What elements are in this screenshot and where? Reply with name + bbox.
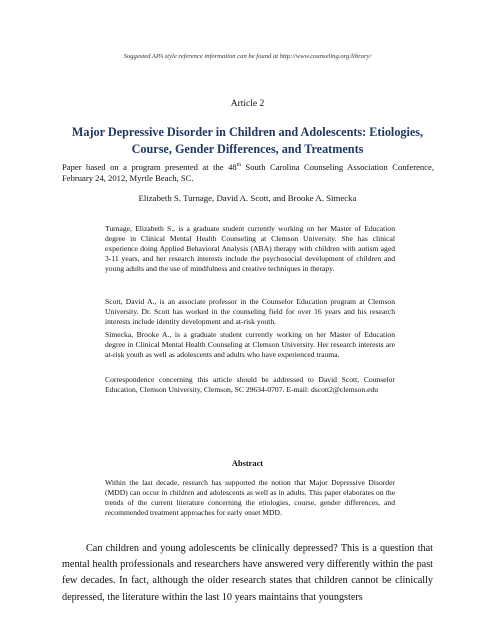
paper-note-superscript: th <box>236 162 241 168</box>
paper-presentation-note <box>62 160 434 185</box>
paper-note-text: Paper based on a program presented at the 48 <box>62 161 237 172</box>
bio-simecka: Simecka, Brooke A., is a graduate student currently working on her Master of Education degree in Clinical Mental Health Counseling at Clemson University. Her research interests are at-risk youth as well as adolescents and adults who have experienced trauma. <box>105 330 395 360</box>
author-list: Elizabeth S. Turnage, David A. Scott, and Brooke A. Simecka <box>138 193 357 203</box>
paper-note-text-cont: South Carolina Counseling Association Conference, February 24, 2012, Myrtle Beach, SC. <box>62 161 434 184</box>
abstract-heading: Abstract <box>231 459 264 468</box>
bio-scott: Scott, David A., is an associate professor in the Counselor Education program at Clemson University. Dr. Scott has worked in the counseling field for over 16 years and his research interests include identity development and at-risk youth. <box>105 297 395 327</box>
apa-reference-note: Suggested APA style reference information can be found at http://www.counseling.org/library/ <box>123 53 372 60</box>
correspondence-note: Correspondence concerning this article should be addressed to David Scott, Counselor Education, Clemson University, Clemson, SC 29634-0707. E-mail: dscott2@clemson.edu <box>105 375 395 395</box>
article-title: Major Depressive Disorder in Children and Adolescents: Etiologies, Course, Gender Differences, and Treatments <box>71 125 424 156</box>
body-paragraph: Can children and young adolescents be clinically depressed? This is a question that mental health professionals and researchers have answered very differently within the past few decades. In fact, although the older research states that children cannot be clinically depressed, the literature within the last 10 years maintains that youngsters <box>62 543 433 603</box>
bio-turnage: Turnage, Elizabeth S., is a graduate student currently working on her Master of Education degree in Clinical Mental Health Counseling at Clemson University. She has clinical experience doing Applied Behavioral Analysis (ABA) therapy with children with autism aged 3-11 years, and her research interests include the psychosocial development of children and young adults and the use of mindfulness and creative techniques in therapy. <box>105 224 395 274</box>
article-number: Article 2 <box>230 99 265 109</box>
abstract-text: Within the last decade, research has supported the notion that Major Depressive Disorder (MDD) can occur in children and adolescents as well as in adults. This paper elaborates on the trends of the current literature concerning the etiologies, course, gender differences, and recommended treatment approaches for early onset MDD. <box>105 478 395 518</box>
